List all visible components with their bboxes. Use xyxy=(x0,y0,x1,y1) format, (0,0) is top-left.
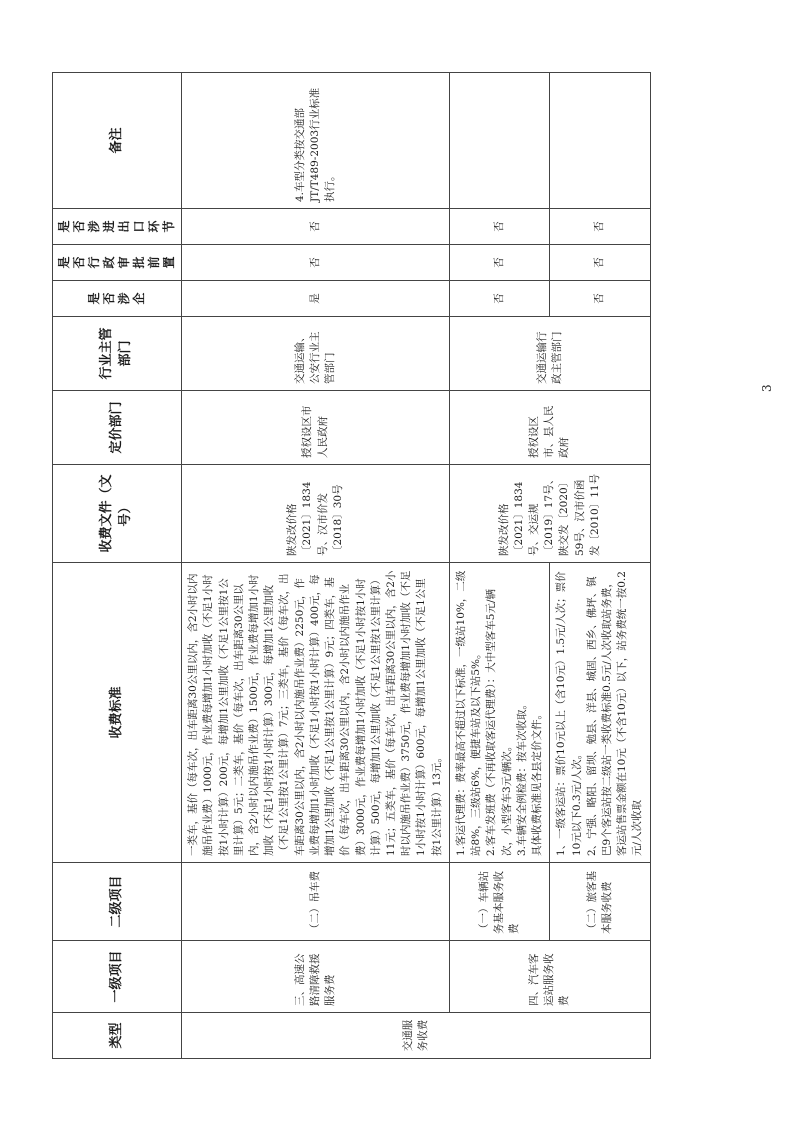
pricing-cell: 授权设区市、县人民政府 xyxy=(450,391,651,465)
header-port: 是否涉进出口环节 xyxy=(53,209,182,245)
header-authority: 行业主管部门 xyxy=(53,317,182,391)
doc-cell: 陕发改价格〔2021〕1834号、汉市价发〔2018〕30号 xyxy=(182,465,450,563)
category-cell: 交通服务收费 xyxy=(182,1013,651,1059)
standard-cell xyxy=(182,563,450,863)
standard-line: 2.客车发班费（不再收取客运代理费）：大中型客车5元/辆次，小型客车3元/辆次。 xyxy=(485,589,513,856)
table-row xyxy=(182,73,450,1059)
header-row xyxy=(53,73,182,1059)
header-level1: 一级项目 xyxy=(53,941,182,1013)
standard-line: 2、宁强、略阳、留坝、勉县、洋县、城固、西乡、佛坪、镇巴9个客运站按二级站一类收费标准0.5元/人次收取站务费，客运站售票金额在10元（不含10元）以下，站务费统一按0.2元/人次收取 xyxy=(585,571,644,856)
approval-cell: 否 xyxy=(550,245,650,281)
remark-cell: 4.车型分类按交通部JT/T489-2003行业标准执行。 xyxy=(182,73,450,209)
page-number: 3 xyxy=(760,384,774,392)
enterprise-cell: 是 xyxy=(182,281,450,317)
approval-cell: 否 xyxy=(182,245,450,281)
port-cell: 否 xyxy=(450,209,550,245)
table-row xyxy=(550,73,650,1059)
authority-cell: 交通运输、公安行业主管部门 xyxy=(182,317,450,391)
header-type: 类型 xyxy=(53,1013,182,1059)
standard-line: 1、一级客运站：票价10元以上（含10元）1.5元/人次；票价10元以下0.3元/人次。 xyxy=(555,571,583,856)
header-doc: 收费文件（文号） xyxy=(53,465,182,563)
fee-table xyxy=(52,72,651,1059)
doc-cell: 陕发改价格〔2021〕1834号、交运规〔2019〕17号、陕交发〔2020〕59号、汉市价函发〔2010〕11号 xyxy=(450,465,651,563)
standard-cell xyxy=(550,563,650,863)
header-level2: 二级项目 xyxy=(53,863,182,941)
standard-line: 3.车辆安全例检费：按车次收取。 xyxy=(515,698,528,856)
level1-cell: 四、汽车客运站服务收费 xyxy=(450,941,651,1013)
pricing-cell: 授权设区市人民政府 xyxy=(182,391,450,465)
enterprise-cell: 否 xyxy=(450,281,550,317)
standard-cell xyxy=(450,563,550,863)
remark-cell xyxy=(450,73,550,209)
header-pricing: 定价部门 xyxy=(53,391,182,465)
level1-cell: 三、高速公路清障救援服务费 xyxy=(182,941,450,1013)
standard-line: 具体收费标准见各县定价文件。 xyxy=(531,709,544,856)
port-cell: 否 xyxy=(550,209,650,245)
standard-line: 1.客运代理费：费率最高不超过以下标准，一级站10%，二级站8%，三级站6%，便捷车站及以下站5%。 xyxy=(455,570,483,856)
standard-line: 一类车，基价（每车次，出车距离30公里以内，含2小时以内施吊作业费）1000元，作业费每增加1小时加收（不足1小时按1小时计算）200元，每增加1公里加收（不足1公里按1公里计算）5元；二类车，基价（每车次，出车距离30公里以内，含2小时以内施吊作业费）1500元，作业费每增加1小时加收（不足1小时按1小时计算）300元，每增加1公里加收（不足1公里按1公里计算）7元；三类车，基价（每车次，出车距离30公里以内，含2小时以内施吊作业费）2250元，作业费每增加1小时加收（不足1小时按1小时计算）400元，每增加1公里加收（不足1公里按1公里计算）9元；四类车，基价（每车次，出车距离30公里以内，含2小时以内施吊作业费）3000元，作业费每增加1小时加收（不足1小时按1小时计算）500元，每增加1公里加收（不足1公里按1公里计算）11元；五类车，基价（每车次，出车距离30公里以内，含2小时以内施吊作业费）3750元，作业费每增加1小时加收（不足1小时按1小时计算）600元，每增加1公里加收（不足1公里按1公里计算）13元。 xyxy=(187,570,443,856)
enterprise-cell: 否 xyxy=(550,281,650,317)
header-remark: 备注 xyxy=(53,73,182,209)
header-enterprise: 是否涉企 xyxy=(53,281,182,317)
header-standard: 收费标准 xyxy=(53,563,182,863)
level2-cell: （二）旅客基本服务收费 xyxy=(550,863,650,941)
level2-cell: （一）车辆站务基本服务收费 xyxy=(450,863,550,941)
header-approval: 是否行政审批前置 xyxy=(53,245,182,281)
authority-cell: 交通运输行政主管部门 xyxy=(450,317,651,391)
port-cell: 否 xyxy=(182,209,450,245)
remark-cell xyxy=(550,73,650,209)
level2-cell: （二）吊车费 xyxy=(182,863,450,941)
table-row xyxy=(450,73,550,1059)
approval-cell: 否 xyxy=(450,245,550,281)
